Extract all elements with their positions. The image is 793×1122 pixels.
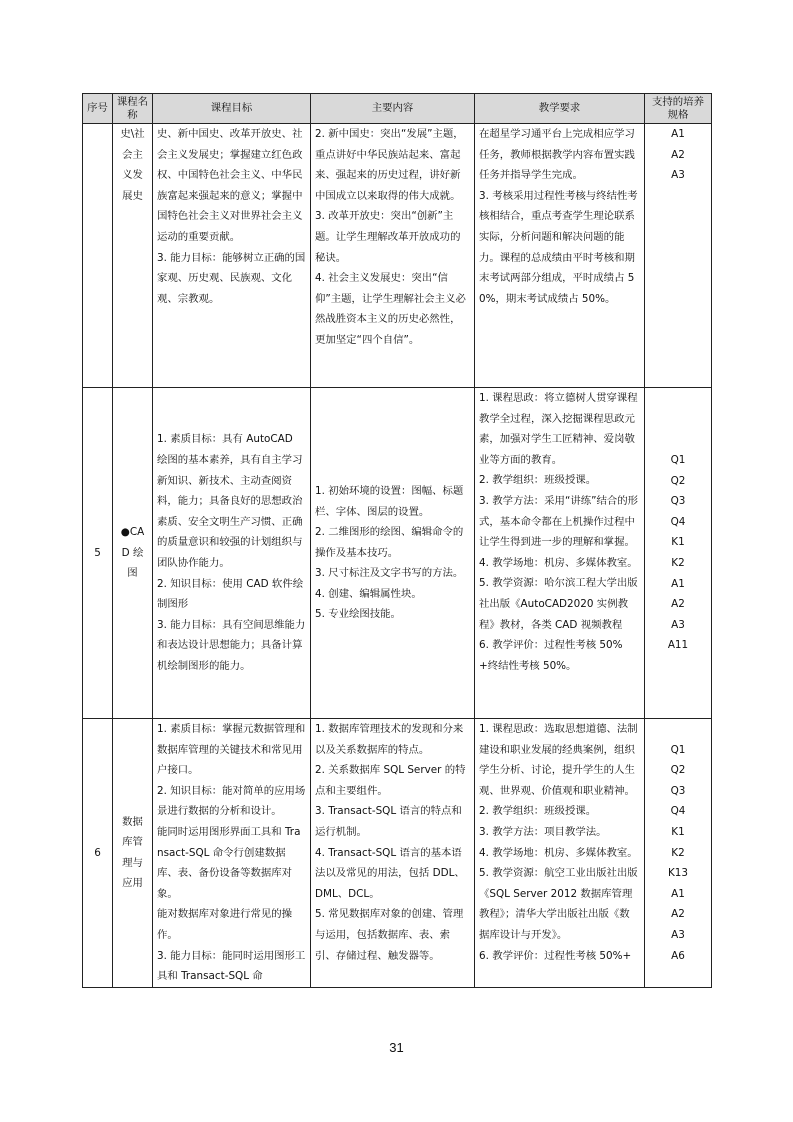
requirement-item: 在超星学习通平台上完成相应学习任务，教师根据教学内容布置实践任务并指导学生完成。 [479,128,635,182]
spec-code: A3 [671,618,685,631]
spec-code: A2 [671,148,685,161]
content-item: 5. 常见数据库对象的创建、管理与运用，包括数据库、表、索引、存储过程、触发器等。 [315,908,464,962]
spec-code: Q2 [670,764,686,777]
requirement-item: 4. 教学场地：机房、多媒体教室。 [479,846,638,859]
content-item: 5. 专业绘图技能。 [315,608,401,621]
spec-code: A1 [671,577,685,590]
header-index: 序号 [83,94,113,124]
course-specs [645,388,712,719]
objective-item: 能对数据库对象进行常见的操作。 [157,908,293,941]
requirement-item: 3. 教学方法：采用“讲练”结合的形式，基本命令都在上机操作过程中让学生得到进一步的理解和掌握。 [479,494,639,549]
spec-code: A3 [671,169,685,182]
requirement-item: 5. 教学资源：航空工业出版社出版《SQL Server 2012 数据库管理教程》；清华大学出版社出版《数据库设计与开发》。 [479,867,638,941]
spec-code: A2 [671,908,685,921]
course-content [311,388,475,719]
spec-code: A11 [667,639,689,652]
table-header-row [83,94,712,124]
requirement-item: 6. 教学评价：过程性考核 50%+终结性考核 50%。 [479,639,623,672]
content-item: 2. 新中国史：突出“发展”主题，重点讲好中华民族站起来、富起来、强起来的历史过程，讲好新中国成立以来取得的伟大成就。 [315,128,464,202]
objective-item: 3. 能力目标：能够树立正确的国家观、历史观、民族观、文化观、宗教观。 [157,251,306,305]
content-item: 3. Transact-SQL 语言的特点和运行机制。 [315,805,462,838]
content-item: 4. 创建、编辑属性块。 [315,587,422,600]
course-objectives [153,388,311,719]
requirement-item: 4. 教学场地：机房、多媒体教室。 [479,556,638,569]
spec-code: A2 [671,598,685,611]
spec-code: A3 [671,928,685,941]
spec-code: K2 [671,846,685,859]
table-row [83,719,712,988]
course-objectives [153,124,311,388]
course-requirements [475,719,645,988]
spec-code: Q1 [670,743,686,756]
content-item: 2. 二维图形的绘图、编辑命令的操作及基本技巧。 [315,526,464,559]
course-name: ●CAD 绘图 [113,388,153,719]
objective-item: 2. 知识目标：使用 CAD 软件绘制图形 [157,577,304,611]
curriculum-table [82,93,712,988]
requirement-item: 1. 课程思政：选取思想道德、法制建设和职业发展的经典案例，组织学生分析、讨论，提升学生的人生观、世界观、价值观和职业精神。 [479,723,638,797]
course-requirements [475,124,645,388]
header-objectives: 课程目标 [153,94,311,124]
requirement-item: 1. 课程思政：将立德树人贯穿课程教学全过程，深入挖掘课程思政元素，加强对学生工匠精神、爱岗敬业等方面的教育。 [479,392,638,466]
requirement-item: 5. 教学资源：哈尔滨工程大学出版社出版《AutoCAD2020 实例教程》教材，各类 CAD 视频教程 [479,577,638,631]
spec-code: Q1 [670,454,686,467]
content-item: 1. 初始环境的设置：图幅、标题栏、字体、图层的设置。 [315,484,464,518]
spec-code: K2 [671,557,685,569]
row-index [83,124,113,388]
content-item: 4. 社会主义发展史：突出“信仰”主题，让学生理解社会主义必然战胜资本主义的历史必然性，更加坚定“四个自信”。 [315,272,466,346]
spec-code: K1 [671,536,685,549]
requirement-item: 2. 教学组织：班级授课。 [479,805,597,818]
spec-code: Q4 [670,515,686,528]
spec-code: Q3 [670,495,686,508]
spec-code: K13 [667,867,689,880]
table-row [83,388,712,719]
header-content: 主要内容 [311,94,475,124]
course-specs [645,124,712,388]
objective-item: 3. 能力目标：具有空间思维能力和表达设计思想能力；具备计算机绘制图形的能力。 [157,618,306,672]
course-content [311,124,475,388]
content-item: 4. Transact-SQL 语言的基本语法以及常见的用法，包括 DDL、DML、DCL。 [315,846,465,900]
content-item: 3. 尺寸标注及文字书写的方法。 [315,567,464,580]
course-name: 数据库管理与应用 [113,719,153,988]
header-course-name: 课程名称 [113,94,153,124]
content-item: 3. 改革开放史：突出“创新”主题。让学生理解改革开放成功的秘诀。 [315,210,461,264]
content-item: 1. 数据库管理技术的发现和分来以及关系数据库的特点。 [315,723,464,756]
objective-item: 2. 知识目标：能对简单的应用场景进行数据的分析和设计。 [157,784,306,818]
spec-code: Q4 [670,805,686,818]
requirement-item: 2. 教学组织：班级授课。 [479,474,597,487]
course-requirements [475,388,645,719]
objective-item: 史、新中国史、改革开放史、社会主义发展史；掌握建立红色政权、中国特色社会主义、中华民族富起来强起来的意义；掌握中国特色社会主义对世界社会主义运动的重要贡献。 [157,128,303,243]
spec-code: A6 [671,949,685,962]
header-requirements: 教学要求 [475,94,645,124]
objective-item: 能同时运用图形界面工具和 Transact-SQL 命令行创建数据库、表、备份设备等数据库对象。 [157,825,301,900]
course-specs [645,719,712,988]
objective-item: 1. 素质目标：掌握元数据管理和数据库管理的关键技术和常见用户接口。 [157,723,306,777]
requirement-item: 6. 教学评价：过程性考核 50%+ [479,949,632,962]
objective-item: 3. 能力目标：能同时运用图形工具和 Transact-SQL 命 [157,949,306,983]
header-specs: 支持的培养规格 [645,94,712,124]
row-index: 6 [83,719,113,988]
requirement-item: 3. 教学方法：项目教学法。 [479,825,607,838]
course-content [311,719,475,988]
requirement-item: 3. 考核采用过程性考核与终结性考核相结合，重点考查学生理论联系实际，分析问题和解决问题的能力。课程的总成绩由平时考核和期末考试两部分组成，平时成绩占 50%，期末考试成绩占 50%。 [479,189,638,305]
table-row [83,124,712,388]
course-objectives [153,719,311,988]
spec-code: Q3 [670,784,686,797]
course-name: 史\社会主义发展史 [113,124,153,388]
spec-code: A1 [671,887,685,900]
spec-code: A1 [671,128,685,140]
content-item: 2. 关系数据库 SQL Server 的特点和主要组件。 [315,764,466,797]
spec-code: K1 [671,825,685,838]
page-number: 31 [389,1040,404,1055]
spec-code: Q2 [670,474,686,487]
row-index: 5 [83,388,113,719]
objective-item: 1. 素质目标：具有 AutoCAD 绘图的基本素养，具有自主学习新知识、新技术、主动查阅资料，能力；具备良好的思想政治素质、安全文明生产习惯、正确的质量意识和较强的计划组织与团队协作能力。 [157,433,303,569]
